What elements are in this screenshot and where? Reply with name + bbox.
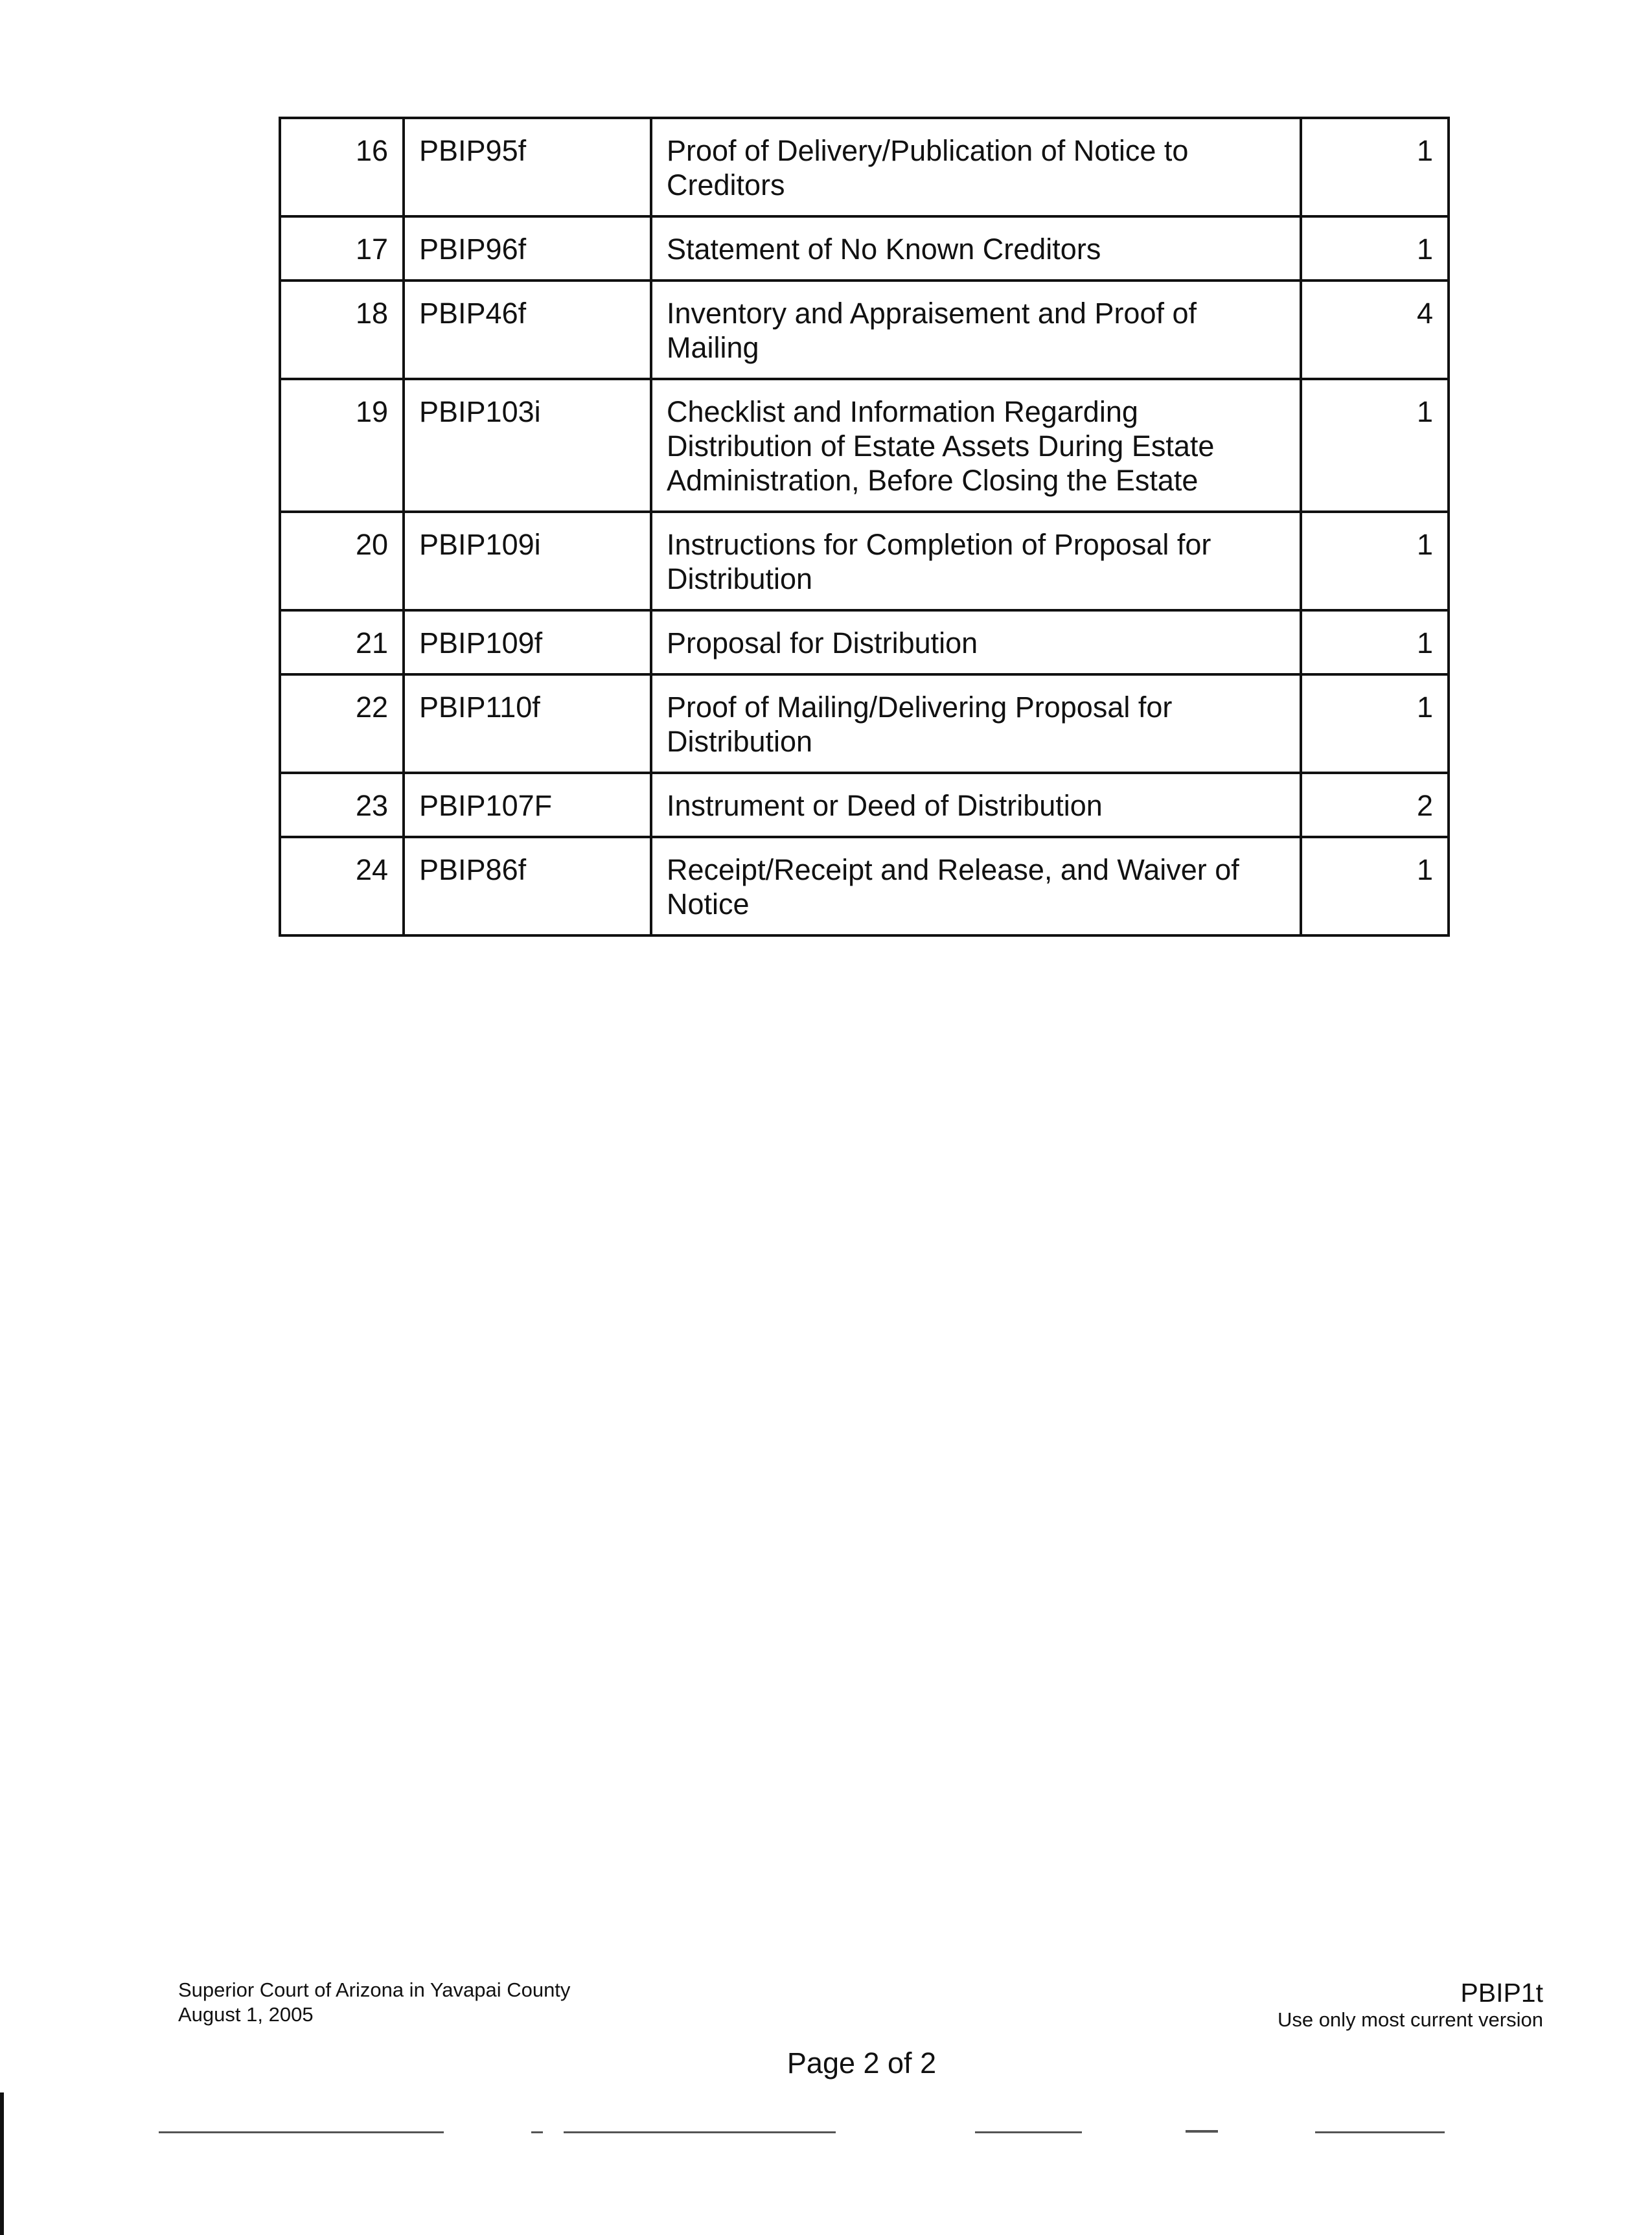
form-quantity: 2 <box>1301 773 1449 837</box>
row-number: 19 <box>280 379 404 512</box>
footer-form-info <box>1278 1978 1543 2032</box>
form-code: PBIP46f <box>404 281 651 379</box>
scan-artifact-line <box>1315 2131 1445 2133</box>
form-code: PBIP109f <box>404 610 651 674</box>
form-title: Instructions for Completion of Proposal for Distribution <box>651 512 1301 610</box>
table-row <box>280 837 1449 935</box>
form-title: Proposal for Distribution <box>651 610 1301 674</box>
scan-edge-mark <box>0 2092 4 2235</box>
form-quantity: 1 <box>1301 512 1449 610</box>
footer-court-name: Superior Court of Arizona in Yavapai County <box>178 1978 571 2001</box>
form-code: PBIP103i <box>404 379 651 512</box>
table-row <box>280 281 1449 379</box>
form-title: Proof of Mailing/Delivering Proposal for Distribution <box>651 674 1301 773</box>
form-title: Proof of Delivery/Publication of Notice to Creditors <box>651 118 1301 216</box>
table-row <box>280 379 1449 512</box>
form-code: PBIP95f <box>404 118 651 216</box>
form-code: PBIP107F <box>404 773 651 837</box>
form-code: PBIP109i <box>404 512 651 610</box>
row-number: 20 <box>280 512 404 610</box>
table-row <box>280 674 1449 773</box>
footer-form-code: PBIP1t <box>1460 1978 1543 2008</box>
form-quantity: 1 <box>1301 216 1449 281</box>
row-number: 24 <box>280 837 404 935</box>
form-title: Inventory and Appraisement and Proof of Mailing <box>651 281 1301 379</box>
form-title: Checklist and Information Regarding Distribution of Estate Assets During Estate Administration, Before Closing the Estate <box>651 379 1301 512</box>
row-number: 16 <box>280 118 404 216</box>
form-title: Statement of No Known Creditors <box>651 216 1301 281</box>
form-code: PBIP110f <box>404 674 651 773</box>
scan-artifact-line <box>564 2131 836 2133</box>
table-row <box>280 512 1449 610</box>
forms-table <box>279 117 1450 937</box>
form-title: Receipt/Receipt and Release, and Waiver of Notice <box>651 837 1301 935</box>
footer-date: August 1, 2005 <box>178 2003 314 2026</box>
scan-artifact-line <box>531 2131 543 2133</box>
form-code: PBIP96f <box>404 216 651 281</box>
scan-artifact-line <box>1186 2130 1218 2133</box>
form-quantity: 1 <box>1301 674 1449 773</box>
scan-artifact-line <box>159 2131 444 2133</box>
row-number: 23 <box>280 773 404 837</box>
form-quantity: 1 <box>1301 837 1449 935</box>
table-row <box>280 118 1449 216</box>
form-code: PBIP86f <box>404 837 651 935</box>
form-quantity: 1 <box>1301 610 1449 674</box>
table-row <box>280 610 1449 674</box>
table-row <box>280 773 1449 837</box>
form-quantity: 4 <box>1301 281 1449 379</box>
row-number: 18 <box>280 281 404 379</box>
form-title: Instrument or Deed of Distribution <box>651 773 1301 837</box>
row-number: 17 <box>280 216 404 281</box>
page-number: Page 2 of 2 <box>786 2046 937 2080</box>
form-quantity: 1 <box>1301 118 1449 216</box>
footer-court-info <box>178 1978 570 2027</box>
table-row <box>280 216 1449 281</box>
form-quantity: 1 <box>1301 379 1449 512</box>
footer-version-note: Use only most current version <box>1277 2008 1543 2031</box>
row-number: 21 <box>280 610 404 674</box>
scan-artifact-line <box>975 2131 1082 2133</box>
row-number: 22 <box>280 674 404 773</box>
